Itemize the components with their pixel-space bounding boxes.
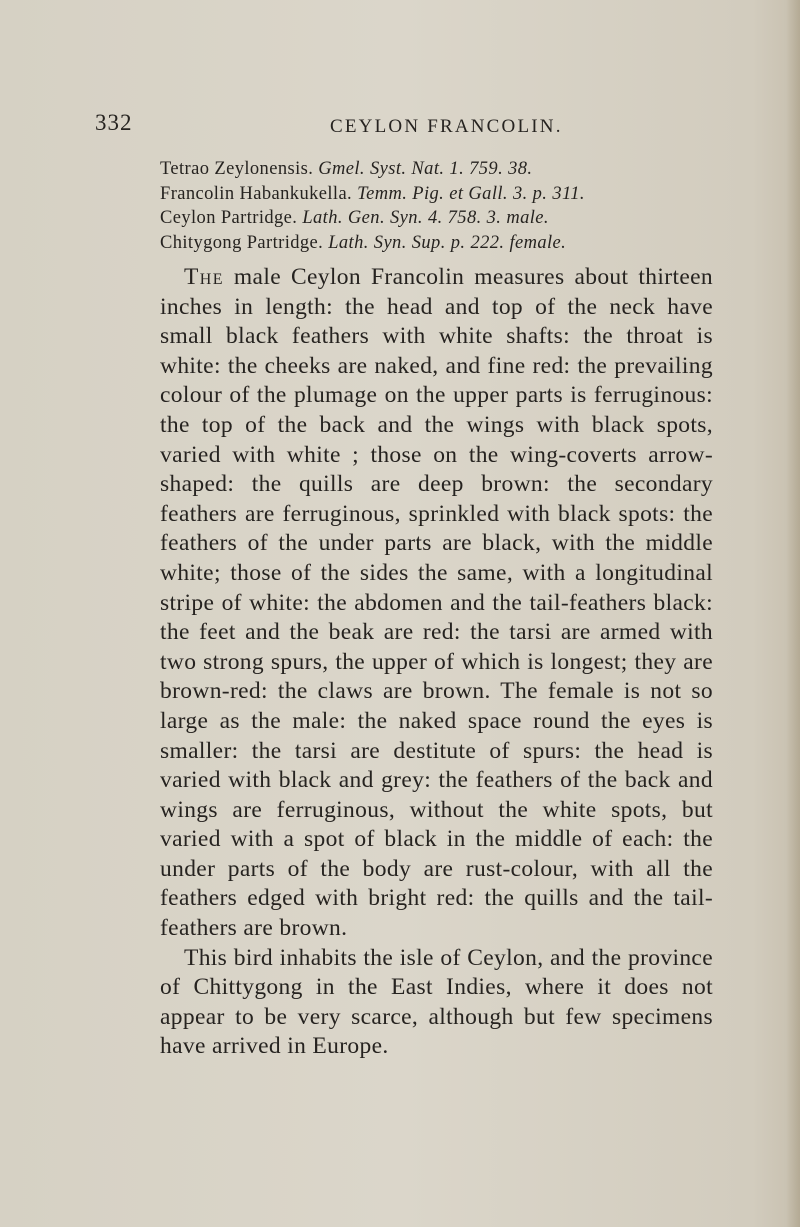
synonymy-entry <box>160 231 720 256</box>
synonym-reference: Gmel. Syst. Nat. 1. 759. 38. <box>318 159 533 179</box>
synonym-name: Chitygong Partridge. <box>160 232 324 253</box>
lead-word: The <box>184 264 224 290</box>
synonym-name: Ceylon Partridge. <box>160 208 298 228</box>
running-title: CEYLON FRANCOLIN. <box>330 116 563 137</box>
page-header <box>95 100 695 140</box>
synonym-reference: Lath. Gen. Syn. 4. 758. 3. male. <box>302 208 549 228</box>
synonymy-entry <box>160 182 720 207</box>
synonymy-entry <box>160 157 720 182</box>
paragraph-description <box>160 263 713 944</box>
page-edge-shadow <box>786 0 800 1227</box>
page-number: 332 <box>95 110 133 135</box>
paragraph-text: male Ceylon Francolin measures about thirteen inches in length: the head and top of the neck have small black feathers with white shafts: the throat is white: the cheeks are naked, and fine red: the prevailing colour of the plumage on the upper parts is ferruginous: the top of the back and the wings with black spots, varied with white ; those on the wing-coverts arrow-shaped: the quills are deep brown: the secondary feathers are ferruginous, sprinkled with black spots: the feathers of the under parts are black, with the middle white; those of the sides the same, with a longitudinal stripe of white: the abdomen and the tail-feathers black: the feet and the beak are red: the tarsi are armed with two strong spurs, the upper of which is longest; they are brown-red: the claws are brown. The female is not so large as the male: the naked space round the eyes is smaller: the tarsi are destitute of spurs: the head is varied with black and grey: the feathers of the back and wings are ferruginous, without the white spots, but varied with a spot of black in the middle of each: the under parts of the body are rust-colour, with all the feathers edged with bright red: the quills and the tail-feathers are brown. <box>160 264 713 942</box>
synonym-name: Francolin Habankukella. <box>160 183 353 204</box>
body-text <box>160 263 713 1062</box>
synonymy-list <box>160 157 720 255</box>
synonym-reference: Temm. Pig. et Gall. 3. p. 311. <box>357 183 585 204</box>
synonym-name: Tetrao Zeylonensis. <box>160 159 314 179</box>
paragraph-habitat: This bird inhabits the isle of Ceylon, and the province of Chittygong in the East Indies, where it does not appear to be very scarce, although but few specimens have arrived in Europe. <box>160 944 713 1060</box>
synonymy-entry <box>160 206 720 231</box>
synonym-reference: Lath. Syn. Sup. p. 222. female. <box>328 232 567 253</box>
